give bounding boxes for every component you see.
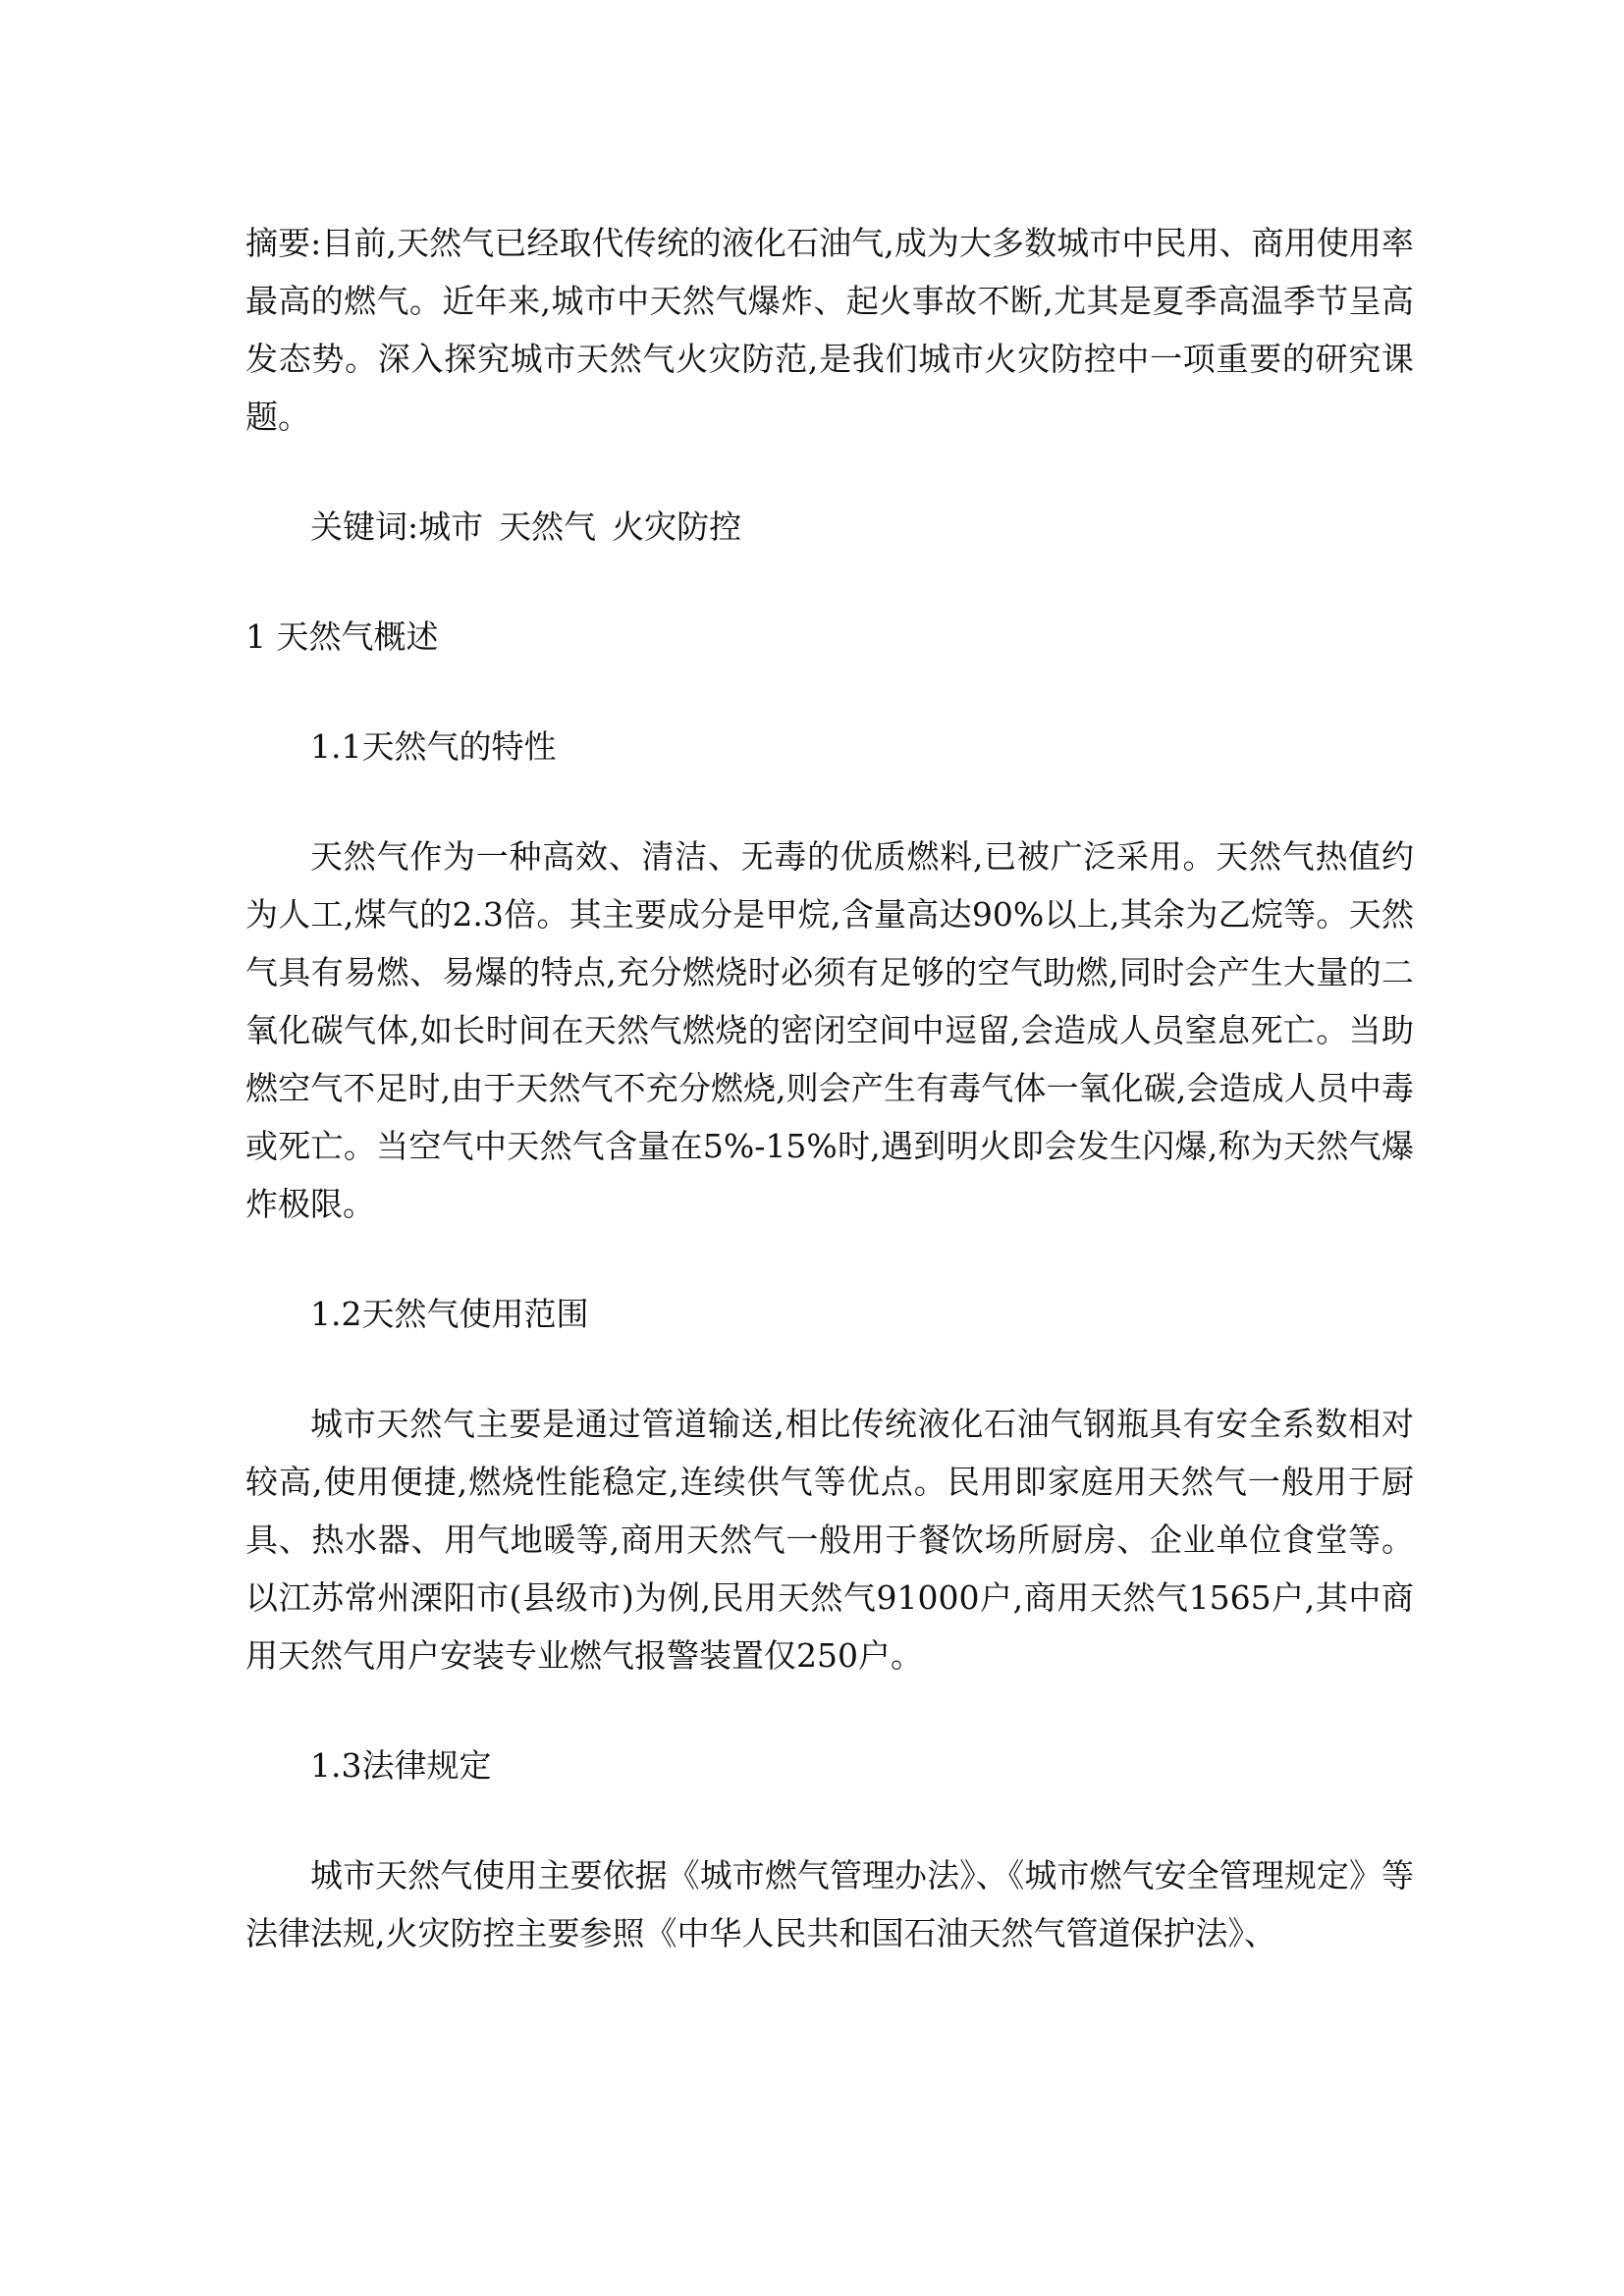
keyword-item: 天然气 bbox=[499, 507, 597, 546]
keyword-item: 火灾防控 bbox=[612, 507, 742, 546]
body-paragraph-usage-scope: 城市天然气主要是通过管道输送,相比传统液化石油气钢瓶具有安全系数相对较高,使用便捷,燃烧性能稳定,连续供气等优点。民用即家庭用天然气一般用于厨具、热水器、用气地暖等,商用天然气一般用于餐饮场所厨房、企业单位食堂等。以江苏常州溧阳市(县级市)为例,民用天然气91000户,商用天然气1565户,其中商用天然气用户安装专业燃气报警装置仅250户。 bbox=[245, 1405, 1414, 1675]
section-heading: 1 天然气概述 bbox=[245, 617, 439, 656]
keywords-line bbox=[245, 498, 1414, 556]
abstract-paragraph: 摘要:目前,天然气已经取代传统的液化石油气,成为大多数城市中民用、商用使用率最高的燃气。近年来,城市中天然气爆炸、起火事故不断,尤其是夏季高温季节呈高发态势。深入探究城市天然气火灾防范,是我们城市火灾防控中一项重要的研究课题。 bbox=[245, 224, 1414, 436]
document-page bbox=[245, 214, 1414, 1962]
keyword-item: 城市 bbox=[418, 507, 484, 546]
subsection-heading-legal: 1.3法律规定 bbox=[310, 1746, 492, 1785]
keywords-label: 关键词: bbox=[310, 507, 419, 546]
body-paragraph-characteristics: 天然气作为一种高效、清洁、无毒的优质燃料,已被广泛采用。天然气热值约为人工,煤气的2.3倍。其主要成分是甲烷,含量高达90%以上,其余为乙烷等。天然气具有易燃、易爆的特点,充分燃烧时必须有足够的空气助燃,同时会产生大量的二氧化碳气体,如长时间在天然气燃烧的密闭空间中逗留,会造成人员窒息死亡。当助燃空气不足时,由于天然气不充分燃烧,则会产生有毒气体一氧化碳,会造成人员中毒或死亡。当空气中天然气含量在5%-15%时,遇到明火即会发生闪爆,称为天然气爆炸极限。 bbox=[245, 837, 1414, 1223]
subsection-heading-characteristics: 1.1天然气的特性 bbox=[310, 727, 557, 766]
subsection-heading-usage-scope: 1.2天然气使用范围 bbox=[310, 1295, 589, 1333]
body-paragraph-legal: 城市天然气使用主要依据《城市燃气管理办法》、《城市燃气安全管理规定》等法律法规,火灾防控主要参照《中华人民共和国石油天然气管道保护法》、 bbox=[245, 1856, 1414, 1952]
